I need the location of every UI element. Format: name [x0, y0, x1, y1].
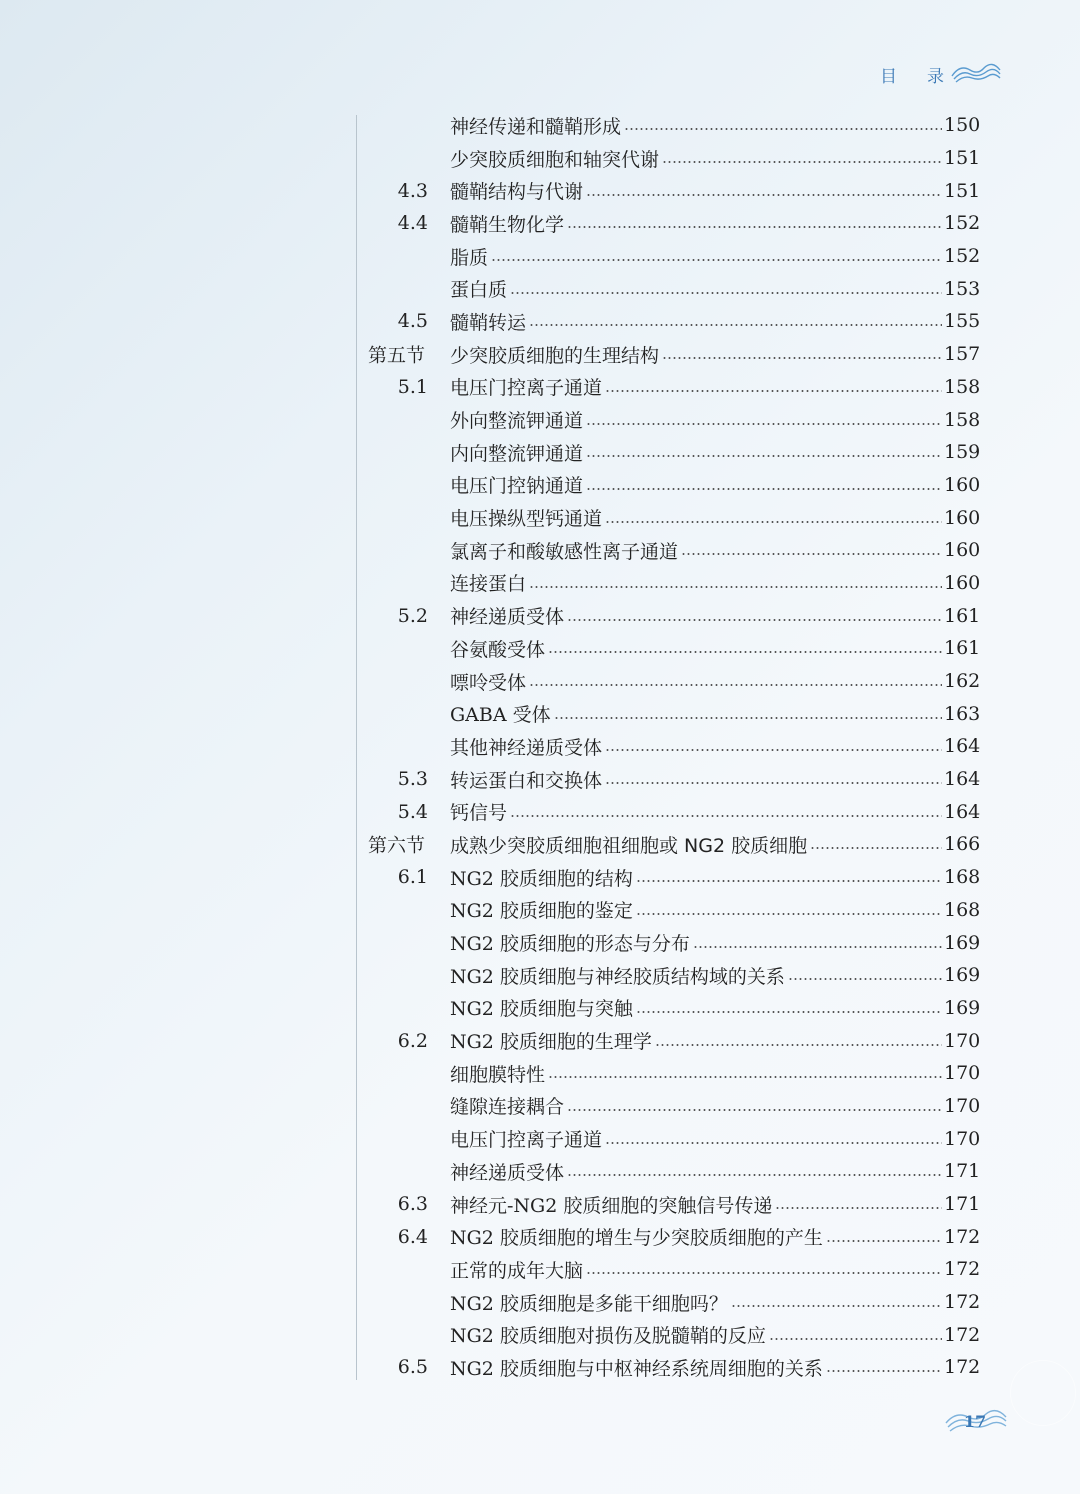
toc-entry[interactable] [360, 1057, 980, 1090]
toc-entry[interactable] [360, 926, 980, 959]
toc-entry[interactable] [360, 534, 980, 567]
toc-subsection-number: 5.3 [397, 768, 428, 791]
toc-page-number: 160 [944, 539, 981, 562]
toc-entry-title: NG2 胶质细胞的形态与分布 [450, 933, 690, 956]
toc-entry-title: 神经元-NG2 胶质细胞的突触信号传递 [450, 1194, 773, 1217]
toc-page-number: 164 [944, 800, 981, 823]
toc-entry-title: NG2 胶质细胞与中枢神经系统周细胞的关系 [450, 1357, 823, 1380]
toc-dot-leader [586, 488, 942, 490]
toc-page-number: 170 [944, 1029, 981, 1052]
toc-dot-leader [605, 782, 942, 784]
toc-dot-leader [510, 292, 942, 294]
toc-page-number: 169 [944, 931, 981, 954]
toc-page-number: 163 [944, 702, 981, 725]
toc-subsection-number: 6.5 [397, 1356, 428, 1379]
toc-page-number: 169 [944, 964, 981, 987]
toc-entry[interactable] [360, 403, 980, 436]
toc-subsection-number: 6.3 [397, 1193, 428, 1216]
toc-entry-title: 正常的成年大脑 [450, 1259, 584, 1282]
toc-dot-leader [567, 619, 942, 621]
toc-dot-leader [681, 553, 942, 555]
toc-entry[interactable] [360, 272, 980, 305]
watermark-circle [1010, 1360, 1076, 1426]
toc-entry-title: GABA 受体 [450, 704, 551, 727]
toc-page-number: 166 [944, 833, 981, 856]
toc-entry-title: 细胞膜特性 [450, 1063, 546, 1086]
wave-ornament-icon [950, 60, 1002, 86]
toc-dot-leader [769, 1338, 942, 1340]
toc-page-number: 172 [944, 1356, 981, 1379]
toc-entry-title: 电压门控钠通道 [450, 475, 584, 498]
toc-dot-leader [788, 978, 942, 980]
toc-dot-leader [731, 1305, 942, 1307]
toc-dot-leader [826, 1370, 942, 1372]
toc-dot-leader [605, 521, 942, 523]
toc-entry[interactable] [360, 763, 980, 796]
toc-entry[interactable] [360, 371, 980, 404]
toc-entry-title: NG2 胶质细胞的增生与少突胶质细胞的产生 [450, 1227, 823, 1250]
toc-entry[interactable] [360, 665, 980, 698]
toc-subsection-number: 6.4 [397, 1225, 428, 1248]
toc-entry[interactable] [360, 174, 980, 207]
toc-entry[interactable] [360, 142, 980, 175]
toc-page-number: 152 [944, 212, 981, 235]
toc-page-number: 172 [944, 1323, 981, 1346]
toc-entry[interactable] [360, 338, 980, 371]
toc-entry-title: NG2 胶质细胞是多能干细胞吗？ [450, 1292, 728, 1315]
toc-entry-title: 外向整流钾通道 [450, 410, 584, 433]
toc-dot-leader [605, 390, 942, 392]
toc-entry[interactable] [360, 1318, 980, 1351]
toc-entry[interactable] [360, 1253, 980, 1286]
toc-page-number: 158 [944, 408, 981, 431]
toc-entry[interactable] [360, 501, 980, 534]
toc-page-number: 170 [944, 1094, 981, 1117]
toc-entry-title: NG2 胶质细胞的结构 [450, 867, 633, 890]
toc-entry-title: 缝隙连接耦合 [450, 1096, 565, 1119]
toc-dot-leader [567, 1174, 942, 1176]
toc-entry[interactable] [360, 959, 980, 992]
toc-entry[interactable] [360, 567, 980, 600]
toc-entry-title: 蛋白质 [450, 279, 508, 302]
toc-page-number: 170 [944, 1062, 981, 1085]
toc-dot-leader [567, 226, 942, 228]
toc-entry[interactable] [360, 828, 980, 861]
toc-dot-leader [605, 1142, 942, 1144]
toc-entry-title: NG2 胶质细胞与神经胶质结构域的关系 [450, 965, 785, 988]
toc-entry[interactable] [360, 305, 980, 338]
toc-page-number: 172 [944, 1291, 981, 1314]
toc-entry[interactable] [360, 240, 980, 273]
toc-entry[interactable] [360, 1155, 980, 1188]
toc-subsection-number: 5.2 [397, 604, 428, 627]
toc-page-number: 159 [944, 441, 981, 464]
toc-entry-title: NG2 胶质细胞与突触 [450, 998, 633, 1021]
toc-page-number: 151 [944, 147, 981, 170]
toc-entry[interactable] [360, 632, 980, 665]
toc-dot-leader [529, 684, 942, 686]
toc-entry[interactable] [360, 1188, 980, 1221]
toc-entry-title: NG2 胶质细胞的生理学 [450, 1031, 652, 1054]
toc-page-number: 172 [944, 1258, 981, 1281]
toc-section-number: 第六节 [368, 834, 426, 857]
toc-entry-title: 电压门控离子通道 [450, 1129, 603, 1152]
toc-entry[interactable] [360, 207, 980, 240]
toc-entry[interactable] [360, 992, 980, 1025]
toc-entry-title: 髓鞘生物化学 [450, 213, 565, 236]
toc-dot-leader [662, 357, 942, 359]
toc-entry-title: 神经递质受体 [450, 606, 565, 629]
toc-entry[interactable] [360, 1090, 980, 1123]
toc-entry[interactable] [360, 599, 980, 632]
toc-page-number: 171 [944, 1160, 981, 1183]
toc-dot-leader [655, 1044, 942, 1046]
toc-entry-title: 钙信号 [450, 802, 508, 825]
toc-page-number: 164 [944, 735, 981, 758]
toc-dot-leader [548, 1076, 942, 1078]
toc-entry-title: 内向整流钾通道 [450, 442, 584, 465]
toc-entry-title: 少突胶质细胞和轴突代谢 [450, 148, 660, 171]
toc-dot-leader [586, 423, 942, 425]
toc-entry-title: 电压操纵型钙通道 [450, 508, 603, 531]
toc-page-number: 164 [944, 768, 981, 791]
table-of-contents [360, 109, 980, 1384]
toc-entry[interactable] [360, 469, 980, 502]
toc-subsection-number: 5.4 [397, 800, 428, 823]
toc-entry[interactable] [360, 795, 980, 828]
toc-entry-title: 电压门控离子通道 [450, 377, 603, 400]
toc-dot-leader [529, 324, 942, 326]
toc-subsection-number: 4.4 [397, 212, 428, 235]
toc-entry[interactable] [360, 730, 980, 763]
toc-entry[interactable] [360, 1286, 980, 1319]
toc-page-number: 155 [944, 310, 981, 333]
toc-page-number: 171 [944, 1193, 981, 1216]
toc-page-number: 172 [944, 1225, 981, 1248]
toc-page-number: 158 [944, 375, 981, 398]
toc-page-number: 153 [944, 277, 981, 300]
toc-dot-leader [586, 194, 942, 196]
toc-dot-leader [586, 1272, 942, 1274]
toc-page-number: 150 [944, 114, 981, 137]
toc-dot-leader [586, 455, 942, 457]
toc-entry-title: 谷氨酸受体 [450, 638, 546, 661]
toc-dot-leader [636, 1011, 942, 1013]
page-header-title: 目录 [880, 67, 974, 87]
toc-entry[interactable] [360, 1351, 980, 1384]
toc-entry[interactable] [360, 697, 980, 730]
toc-page-number: 151 [944, 179, 981, 202]
toc-dot-leader [775, 1207, 942, 1209]
toc-entry[interactable] [360, 436, 980, 469]
toc-page-number: 160 [944, 571, 981, 594]
toc-page-number: 161 [944, 637, 981, 660]
toc-entry-title: 连接蛋白 [450, 573, 527, 596]
toc-entry-title: 脂质 [450, 246, 489, 269]
toc-dot-leader [662, 161, 942, 163]
toc-entry[interactable] [360, 1024, 980, 1057]
toc-page-number: 152 [944, 245, 981, 268]
toc-page-number: 161 [944, 604, 981, 627]
toc-dot-leader [567, 1109, 942, 1111]
toc-page-number: 169 [944, 996, 981, 1019]
toc-entry-title: NG2 胶质细胞的鉴定 [450, 900, 633, 923]
toc-dot-leader [826, 1240, 942, 1242]
toc-entry-title: 嘌呤受体 [450, 671, 527, 694]
toc-dot-leader [548, 651, 942, 653]
toc-page-number: 162 [944, 670, 981, 693]
toc-entry[interactable] [360, 1220, 980, 1253]
toc-entry[interactable] [360, 861, 980, 894]
toc-dot-leader [636, 913, 942, 915]
toc-entry-title: 其他神经递质受体 [450, 736, 603, 759]
toc-entry-title: 转运蛋白和交换体 [450, 769, 603, 792]
toc-entry-title: 氯离子和酸敏感性离子通道 [450, 540, 679, 563]
toc-dot-leader [554, 717, 942, 719]
toc-entry-title: 少突胶质细胞的生理结构 [450, 344, 660, 367]
toc-page-number: 170 [944, 1127, 981, 1150]
toc-entry-title: NG2 胶质细胞对损伤及脱髓鞘的反应 [450, 1325, 766, 1348]
toc-page-number: 168 [944, 898, 981, 921]
toc-subsection-number: 4.3 [397, 179, 428, 202]
toc-subsection-number: 6.1 [397, 866, 428, 889]
toc-entry[interactable] [360, 109, 980, 142]
toc-divider-line [356, 115, 357, 1380]
toc-entry-title: 髓鞘转运 [450, 311, 527, 334]
toc-dot-leader [510, 815, 942, 817]
toc-page-number: 160 [944, 473, 981, 496]
toc-subsection-number: 5.1 [397, 375, 428, 398]
toc-subsection-number: 6.2 [397, 1029, 428, 1052]
toc-page-number: 168 [944, 866, 981, 889]
toc-entry-title: 神经传递和髓鞘形成 [450, 115, 622, 138]
page-number: 17 [963, 1412, 987, 1431]
toc-dot-leader [529, 586, 942, 588]
toc-page-number: 160 [944, 506, 981, 529]
toc-entry[interactable] [360, 894, 980, 927]
toc-entry-title: 髓鞘结构与代谢 [450, 181, 584, 204]
toc-dot-leader [605, 749, 942, 751]
toc-entry-title: 成熟少突胶质细胞祖细胞或 NG2 胶质细胞 [450, 834, 808, 857]
toc-dot-leader [810, 847, 942, 849]
toc-section-number: 第五节 [368, 344, 426, 367]
toc-entry[interactable] [360, 1122, 980, 1155]
toc-entry-title: 神经递质受体 [450, 1161, 565, 1184]
toc-dot-leader [693, 946, 942, 948]
toc-subsection-number: 4.5 [397, 310, 428, 333]
toc-page-number: 157 [944, 343, 981, 366]
toc-dot-leader [624, 128, 942, 130]
toc-dot-leader [636, 880, 942, 882]
toc-dot-leader [491, 259, 942, 261]
